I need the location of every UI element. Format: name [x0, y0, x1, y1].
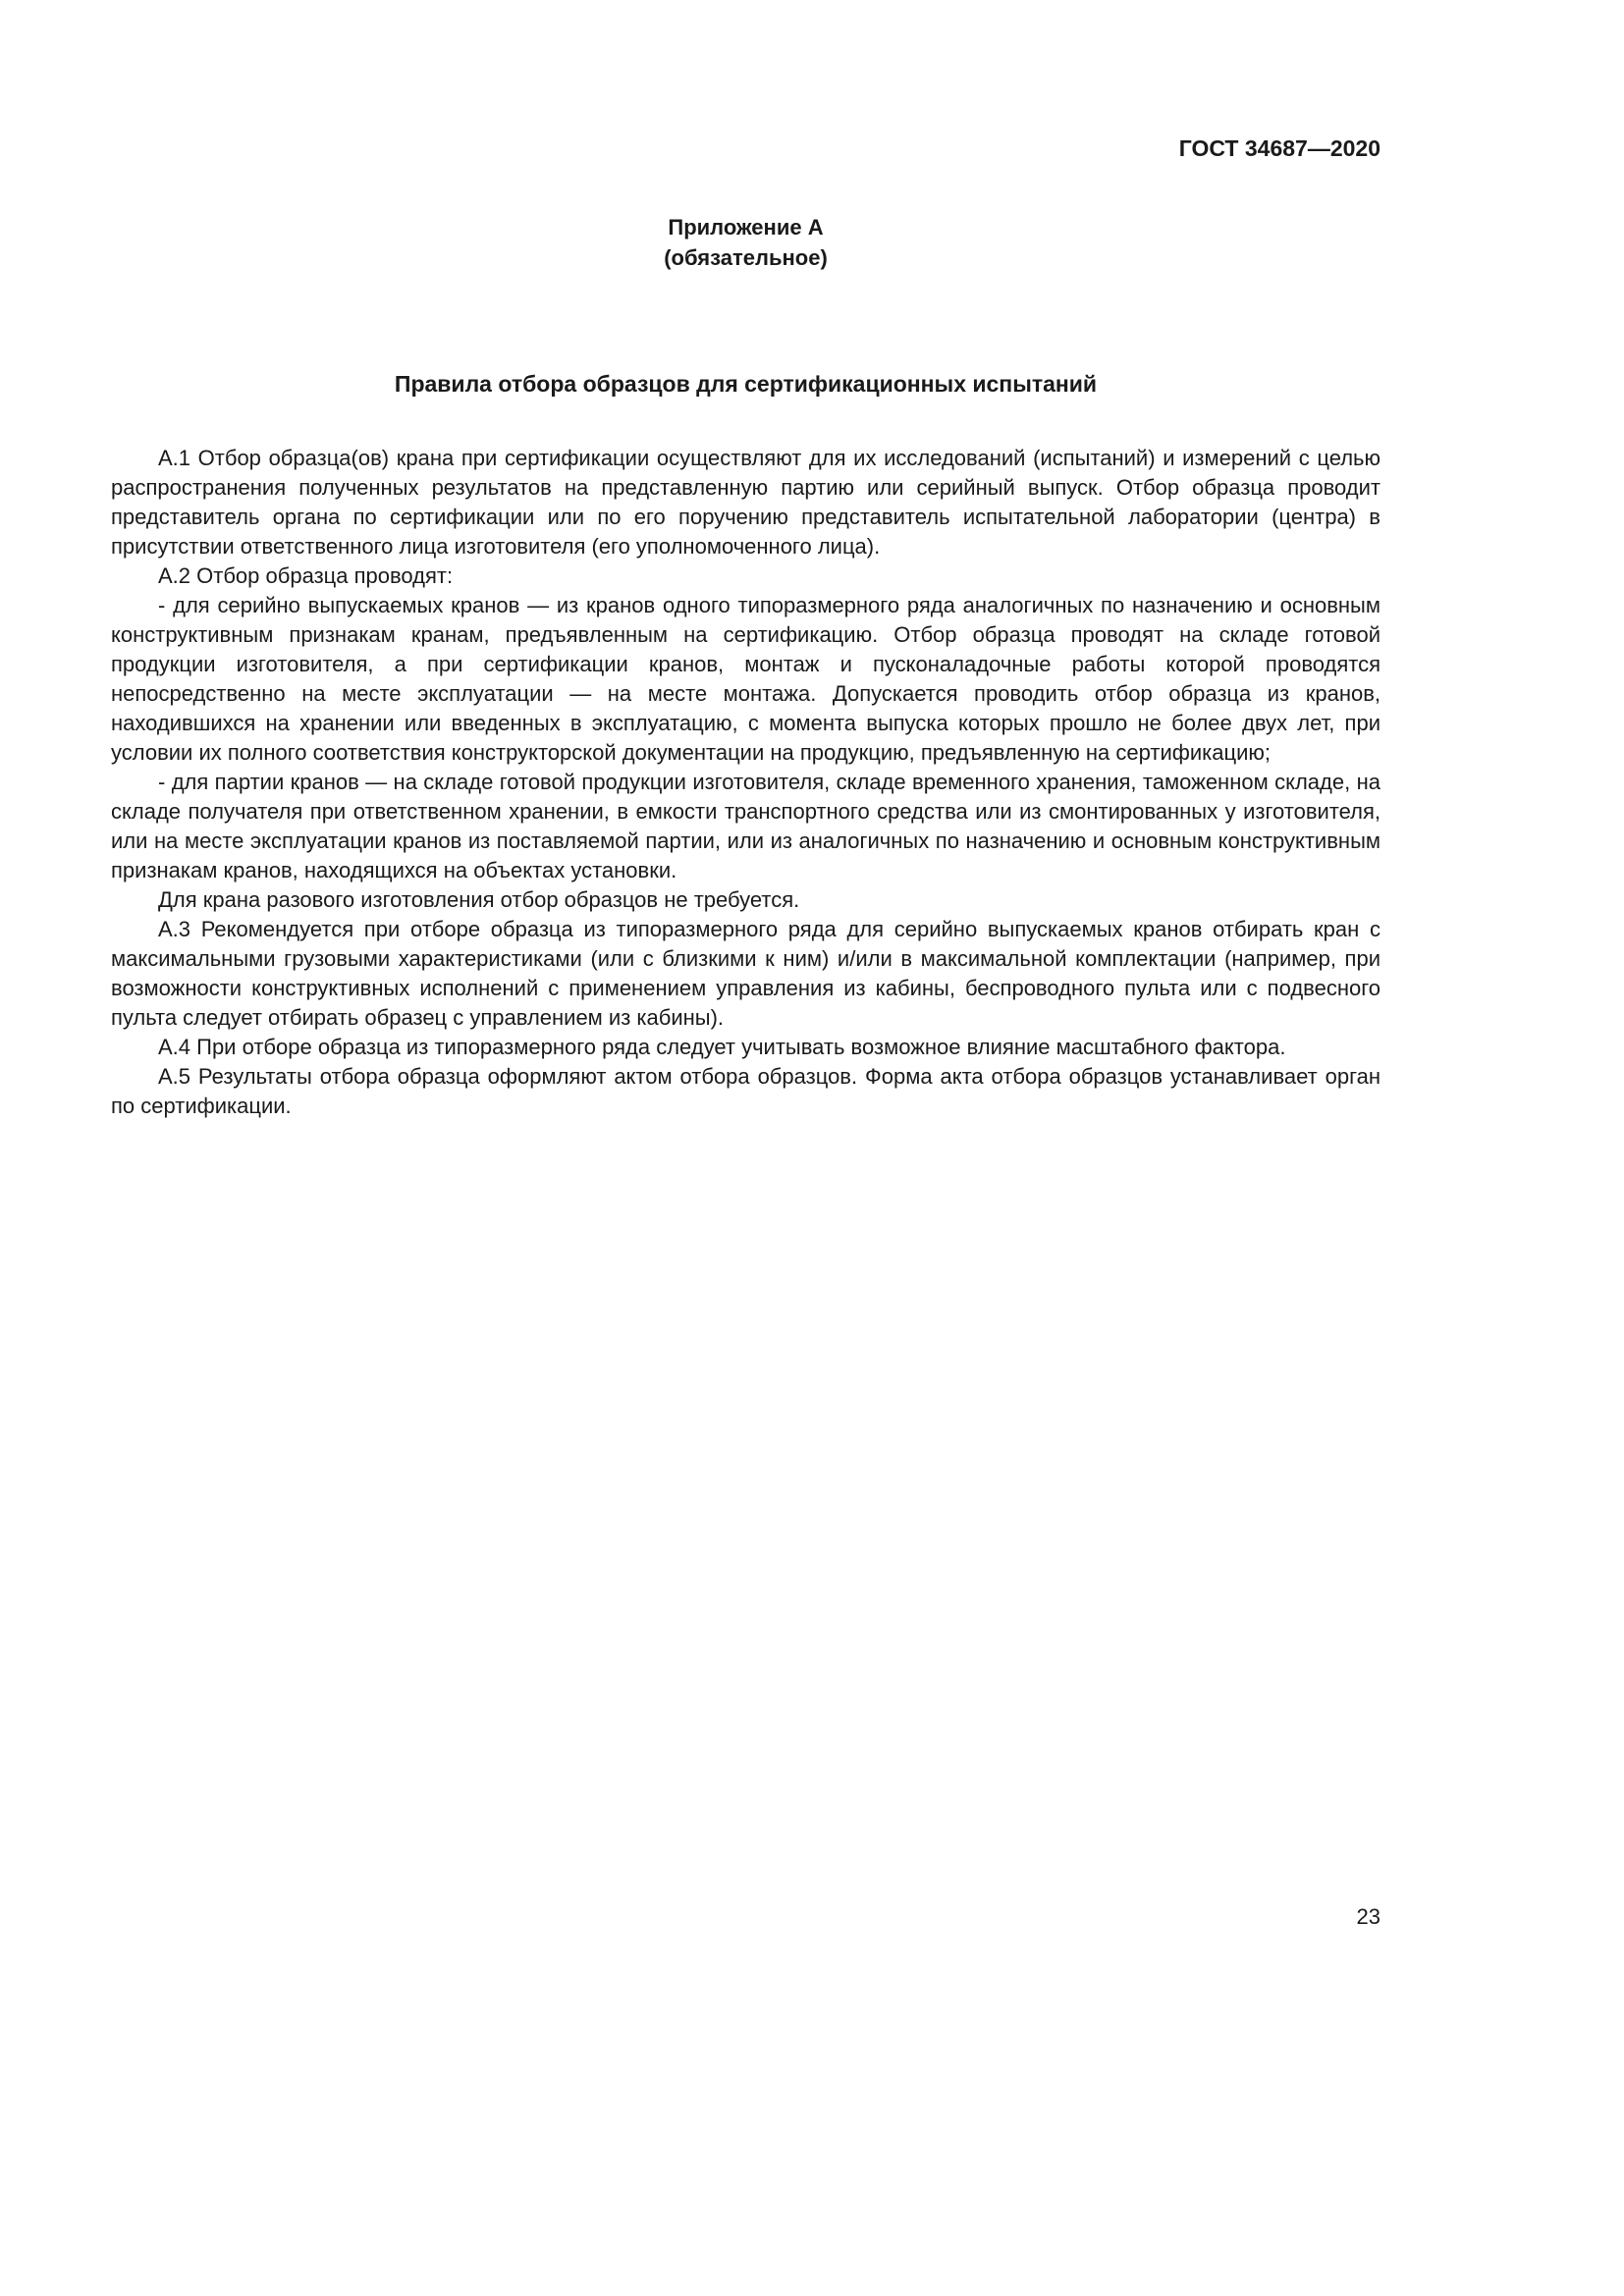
paragraph-a4: А.4 При отборе образца из типоразмерного ряда следует учитывать возможное влияние масштабного фактора. — [158, 1035, 1286, 1059]
appendix-type: (обязательное) — [664, 245, 828, 270]
paragraph-a2: А.2 Отбор образца проводят: — [158, 563, 454, 588]
page-number: 23 — [1356, 1904, 1380, 1929]
page-content — [111, 135, 1380, 1121]
list-item-serial-cranes: - для серийно выпускаемых кранов — из кранов одного типоразмерного ряда аналогичных по назначению и основным конструктивным признакам кранам, предъявленным на сертификацию. Отбор образца проводят на складе готовой продукции изготовителя, а при сертификации кранов, монтаж и пусконаладочные работы которой проводятся непосредственно на месте эксплуатации — на месте монтажа. Допускается проводить отбор образца из кранов, находившихся на хранении или введенных в эксплуатацию, с момента выпуска которых прошло не более двух лет, при условии их полного соответствия конструкторской документации на продукцию, предъявленную на сертификацию; — [111, 593, 1380, 765]
appendix-label: Приложение А — [668, 215, 824, 240]
paragraph-single-crane: Для крана разового изготовления отбор образцов не требуется. — [158, 887, 800, 912]
paragraph-a5: А.5 Результаты отбора образца оформляют актом отбора образцов. Форма акта отбора образцов устанавливает орган по сертификации. — [111, 1064, 1380, 1118]
paragraph-a3: А.3 Рекомендуется при отборе образца из типоразмерного ряда для серийно выпускаемых кранов отбирать кран с максимальными грузовыми характеристиками (или с близкими к ним) и/или в максимальной комплектации (например, при возможности конструктивных исполнений с применением управления из кабины, беспроводного пульта или с подвесного пульта следует отбирать образец с управлением из кабины). — [111, 917, 1380, 1030]
paragraph-a1: А.1 Отбор образца(ов) крана при сертификации осуществляют для их исследований (испытаний) и измерений с целью распространения полученных результатов на представленную партию или серийный выпуск. Отбор образца проводит представитель органа по сертификации или по его поручению представитель испытательной лаборатории (центра) в присутствии ответственного лица изготовителя (его уполномоченного лица). — [111, 446, 1380, 559]
section-title: Правила отбора образцов для сертификационных испытаний — [394, 371, 1098, 397]
list-item-crane-batch: - для партии кранов — на складе готовой продукции изготовителя, складе временного хранения, таможенном складе, на складе получателя при ответственном хранении, в емкости транспортного средства или из смонтированных у изготовителя, или на месте эксплуатации кранов из поставляемой партии, или из аналогичных по назначению и основным конструктивным признакам кранов, находящихся на объектах установки. — [111, 770, 1380, 882]
document-number: ГОСТ 34687—2020 — [1178, 135, 1380, 161]
appendix-heading — [111, 212, 1380, 273]
